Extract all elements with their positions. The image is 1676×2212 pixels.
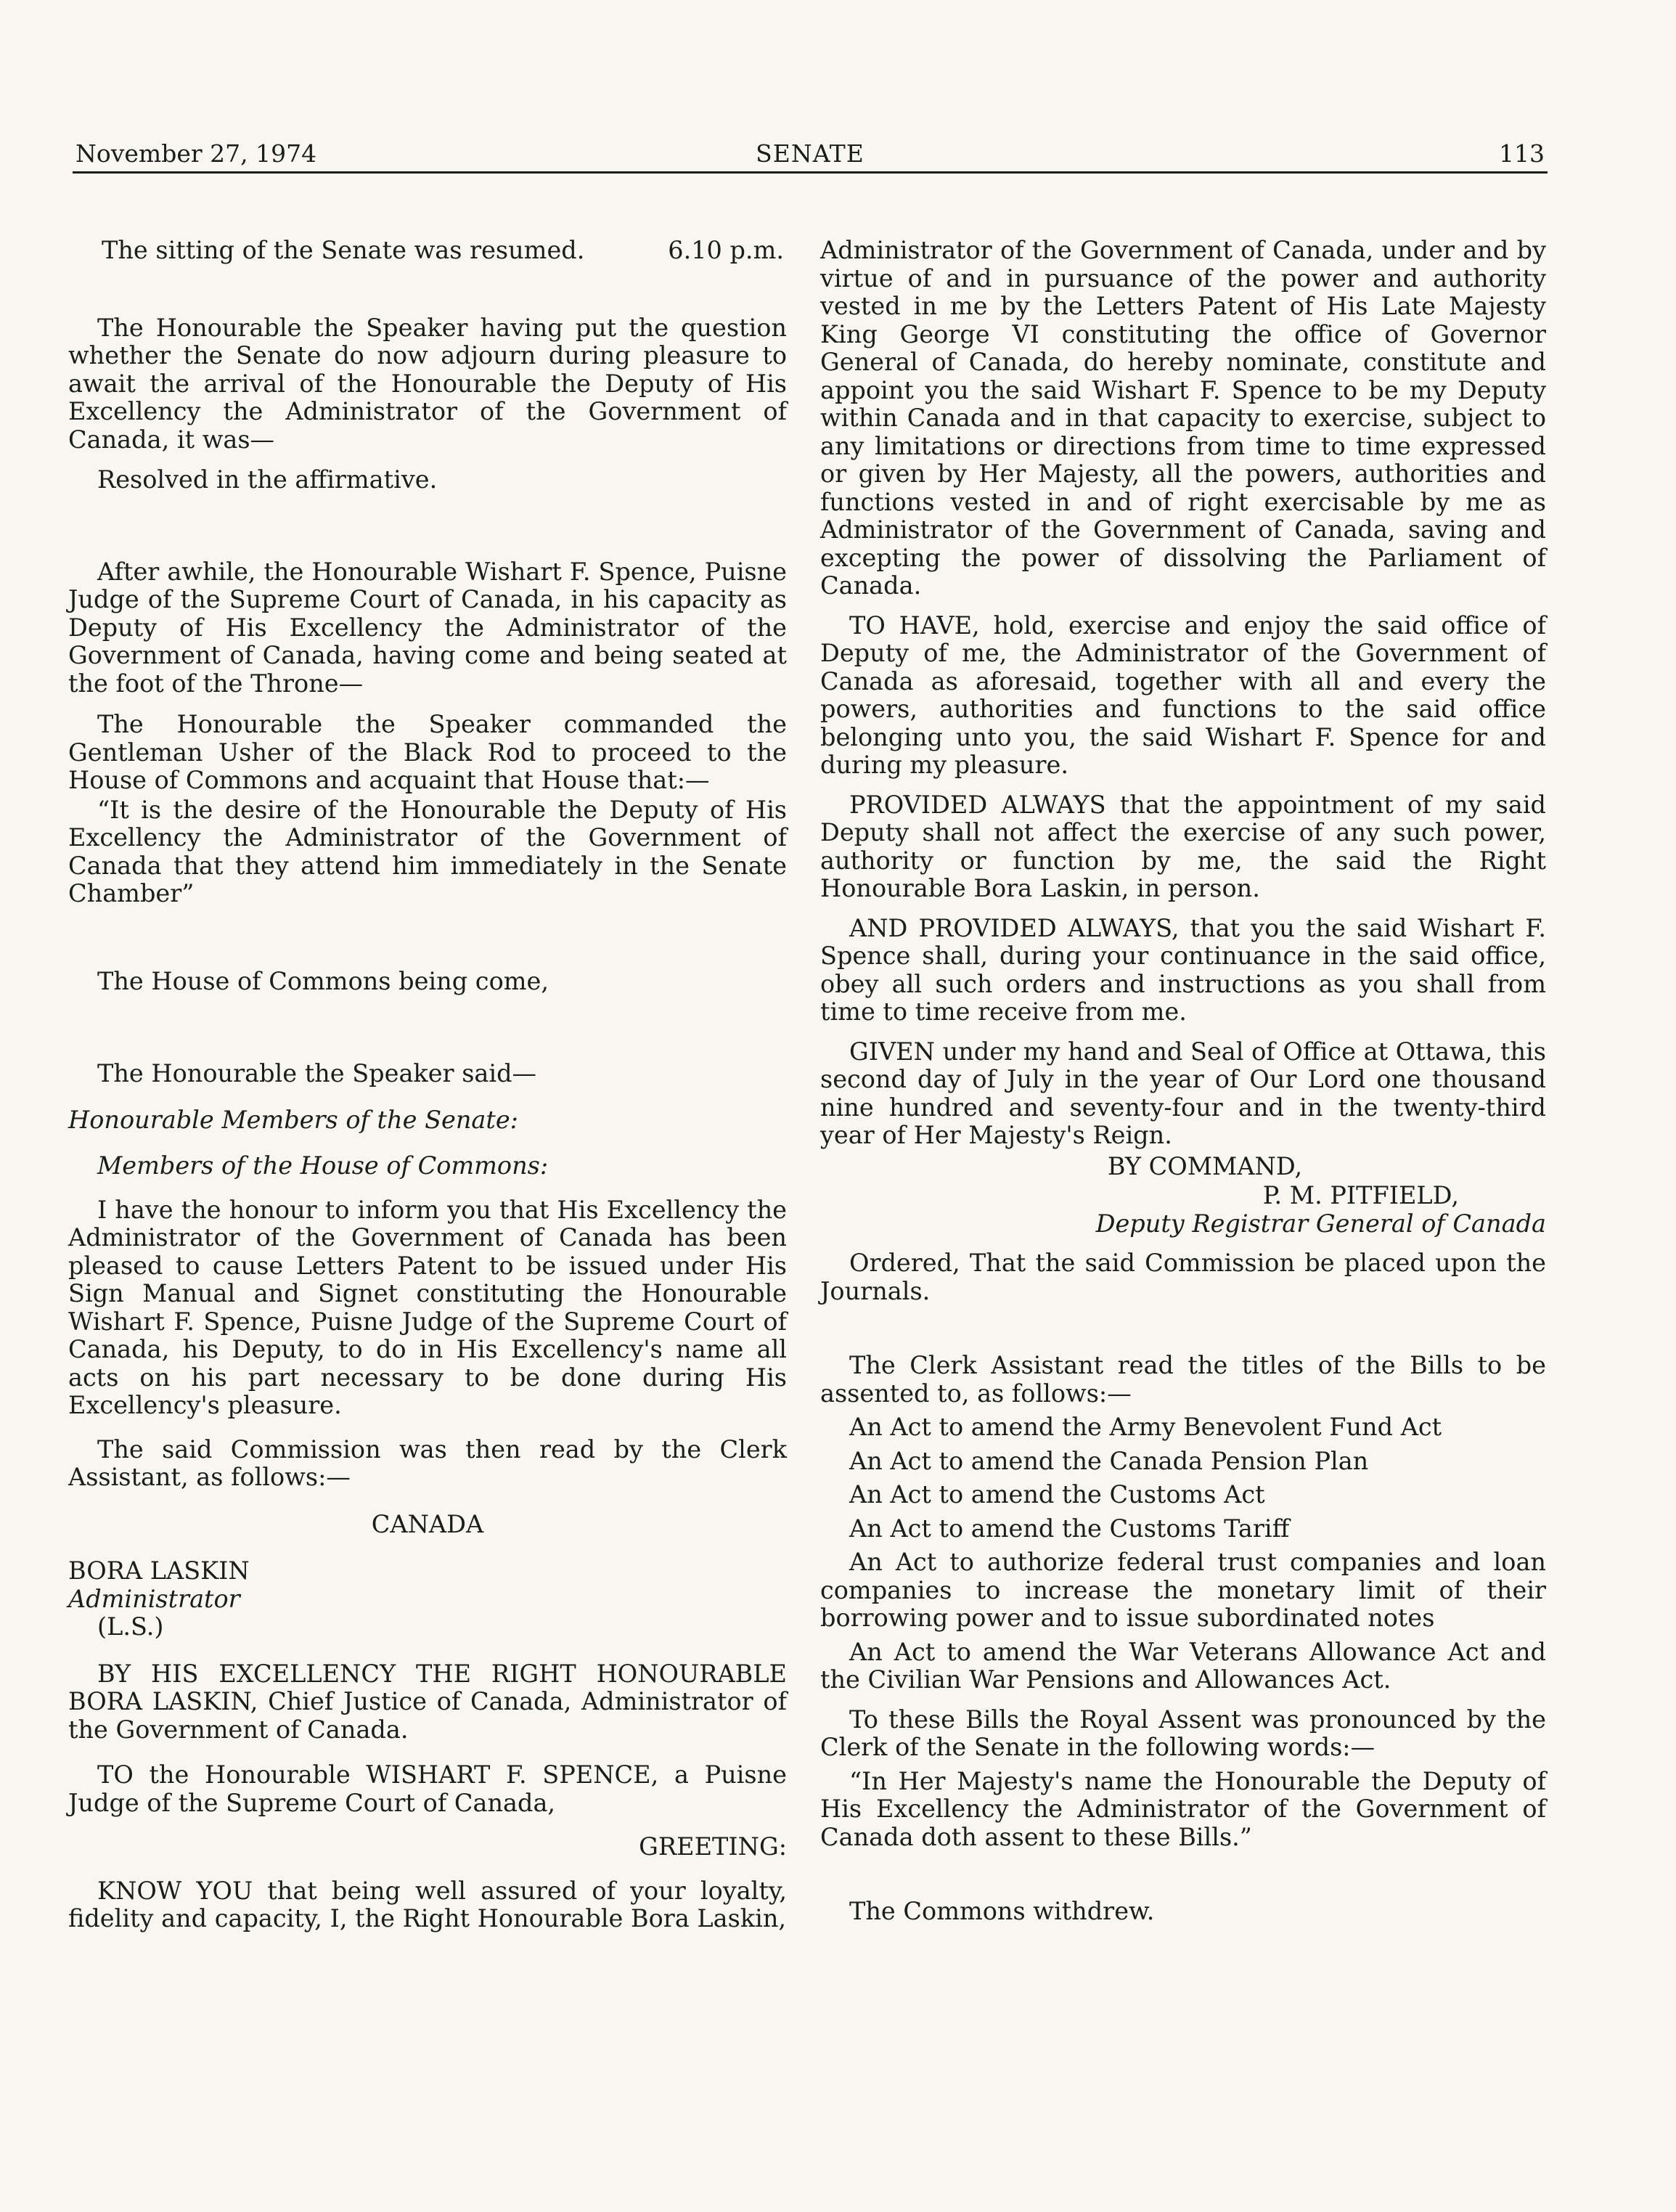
by-command-line: BY COMMAND,	[1107, 1151, 1303, 1180]
inform-paragraph: I have the honour to inform you that His Excellency the Administrator of the Government of Canada has been pleased to cause Letters Patent to be issued under His Sign Manual and Signet constituting the Honourable Wishart F. Spence, Puisne Judge of the Supreme Court of Canada, his Deputy, to do in His Excellency's name all acts on his part necessary to be done during His Excellency's pleasure.	[68, 1195, 787, 1419]
page-number: 113	[1499, 139, 1545, 168]
resolved-paragraph: Resolved in the affirmative.	[97, 465, 438, 494]
by-his-excellency-paragraph: BY HIS EXCELLENCY THE RIGHT HONOURABLE BORA LASKIN, Chief Justice of Canada, Administrator of the Government of Canada.	[68, 1659, 787, 1744]
bill-item: An Act to amend the Canada Pension Plan	[849, 1446, 1369, 1475]
canada-heading: CANADA	[371, 1509, 484, 1538]
after-awhile-paragraph: After awhile, the Honourable Wishart F. Spence, Puisne Judge of the Supreme Court of Canada, in his capacity as Deputy of His Excellency the Administrator of the Government of Canada, having come and being seated at the foot of the Throne—	[68, 557, 787, 698]
bill-item: An Act to amend the War Veterans Allowance Act and the Civilian War Pensions and Allowances Act.	[820, 1637, 1546, 1694]
clerk-read-paragraph: The Clerk Assistant read the titles of the Bills to be assented to, as follows:—	[820, 1351, 1546, 1408]
left-column	[68, 237, 787, 1933]
greeting-line: GREETING:	[639, 1832, 787, 1861]
given-paragraph: GIVEN under my hand and Seal of Office at Ottawa, this second day of July in the year of Our Lord one thousand nine hundred and seventy-four and in the twenty-third year of Her Majesty's Reign.	[820, 1037, 1546, 1149]
administrator-continuation-paragraph: Administrator of the Government of Canada, under and by virtue of and in pursuance of the power and authority vested in me by the Letters Patent of His Late Majesty King George VI constituting the office of Governor General of Canada, do hereby nominate, constitute and appoint you the said Wishart F. Spence to be my Deputy within Canada and in that capacity to exercise, subject to any limitations or directions from time to time expressed or given by Her Majesty, all the powers, authorities and functions vested in and of right exercisable by me as Administrator of the Government of Canada, saving and excepting the power of dissolving the Parliament of Canada.	[820, 236, 1546, 600]
commons-withdrew-paragraph: The Commons withdrew.	[849, 1897, 1155, 1925]
bill-item: An Act to authorize federal trust companies and loan companies to increase the monetary limit of their borrowing power and to issue subordinated notes	[820, 1548, 1546, 1632]
address-commons: Members of the House of Commons:	[97, 1151, 549, 1180]
resumed-text: The sitting of the Senate was resumed.	[102, 236, 585, 264]
bill-item: An Act to amend the Customs Act	[849, 1480, 1265, 1509]
header-title: SENATE	[756, 139, 864, 168]
page-header	[73, 139, 1548, 174]
ordered-paragraph: Ordered, That the said Commission be placed upon the Journals.	[820, 1249, 1546, 1305]
and-provided-paragraph: AND PROVIDED ALWAYS, that you the said Wishart F. Spence shall, during your continuance in the said office, obey all such orders and instructions as you shall from time to time receive from me.	[820, 913, 1546, 1026]
speaker-question-paragraph: The Honourable the Speaker having put the question whether the Senate do now adjourn during pleasure to await the arrival of the Honourable the Deputy of His Excellency the Administrator of the Government of Canada, it was—	[68, 313, 787, 454]
bill-item: An Act to amend the Army Benevolent Fund Act	[849, 1413, 1442, 1441]
header-date: November 27, 1974	[75, 139, 317, 168]
to-honourable-paragraph: TO the Honourable WISHART F. SPENCE, a Puisne Judge of the Supreme Court of Canada,	[68, 1760, 787, 1817]
house-come-paragraph: The House of Commons being come,	[97, 966, 549, 995]
commanded-paragraph: The Honourable the Speaker commanded the Gentleman Usher of the Black Rod to proceed to the House of Commons and acquaint that House that:—	[68, 710, 787, 794]
desire-quote-paragraph: “It is the desire of the Honourable the Deputy of His Excellency the Administrator of the Government of Canada that they attend him immediately in the Senate Chamber”	[68, 795, 787, 907]
speaker-said-paragraph: The Honourable the Speaker said—	[97, 1059, 537, 1087]
resumed-time: 6.10 p.m.	[668, 236, 784, 264]
right-column	[820, 237, 1546, 1926]
assent-quote-paragraph: “In Her Majesty's name the Honourable the Deputy of His Excellency the Administrator of the Government of Canada doth assent to these Bills.”	[820, 1766, 1546, 1851]
commission-read-paragraph: The said Commission was then read by the Clerk Assistant, as follows:—	[68, 1434, 787, 1491]
bill-item: An Act to amend the Customs Tariff	[849, 1514, 1290, 1543]
administrator-name: BORA LASKIN	[68, 1556, 250, 1585]
administrator-title: Administrator	[68, 1584, 240, 1613]
to-have-paragraph: TO HAVE, hold, exercise and enjoy the said office of Deputy of me, the Administrator of the Government of Canada as aforesaid, together with all and every the powers, authorities and functions to the said office belonging unto you, the said Wishart F. Spence for and during my pleasure.	[820, 611, 1546, 779]
signatory-name: P. M. PITFIELD,	[1262, 1181, 1459, 1209]
address-senate: Honourable Members of the Senate:	[68, 1105, 518, 1134]
signatory-title: Deputy Registrar General of Canada	[1095, 1209, 1546, 1238]
resumed-line	[102, 237, 784, 265]
seal-mark: (L.S.)	[97, 1612, 164, 1641]
royal-assent-paragraph: To these Bills the Royal Assent was pronounced by the Clerk of the Senate in the following words:—	[820, 1705, 1546, 1761]
provided-paragraph: PROVIDED ALWAYS that the appointment of my said Deputy shall not affect the exercise of any such power, authority or function by me, the said the Right Honourable Bora Laskin, in person.	[820, 790, 1546, 902]
know-you-paragraph: KNOW YOU that being well assured of your loyalty, fidelity and capacity, I, the Right Honourable Bora Laskin,	[68, 1876, 787, 1933]
